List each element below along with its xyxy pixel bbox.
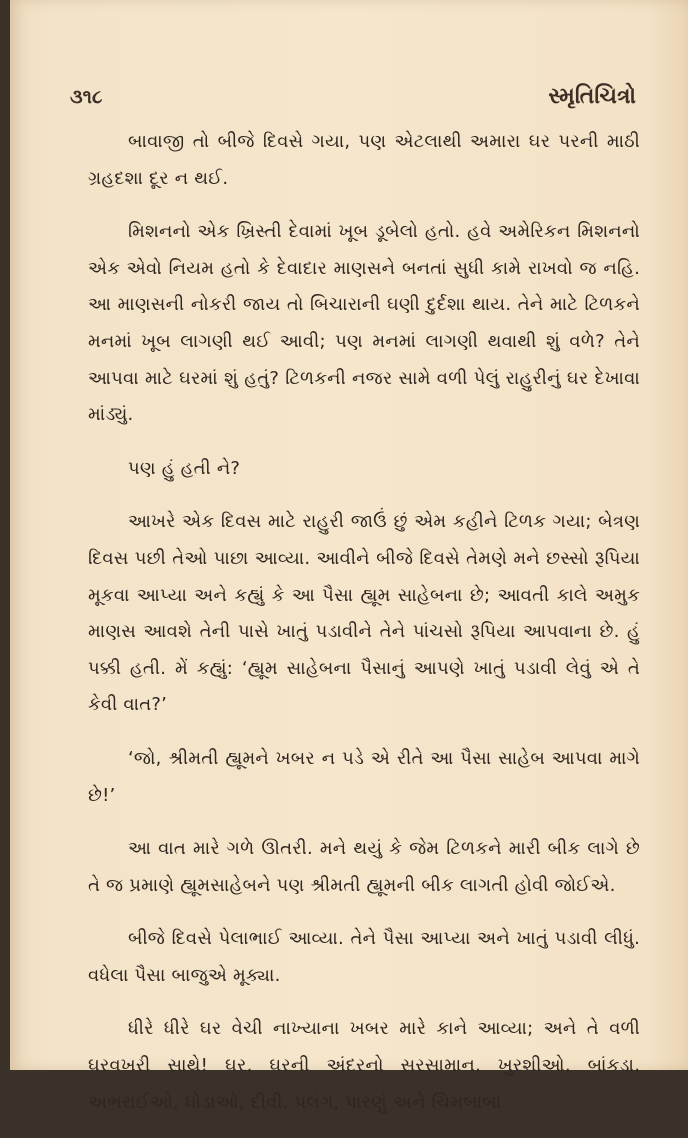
page-number: ૩૧૮ <box>70 86 103 108</box>
paragraph: ‘જો, શ્રીમતી હ્યૂમને ખબર ન પડે એ રીતે આ પૈસા સાહેબ આપવા માગે છે!’ <box>88 747 640 806</box>
paragraph: ધીરે ધીરે ઘર વેચી નાખ્યાના ખબર મારે કાને આવ્યા; અને તે વળી ઘરવખરી સાથે! ઘર, ઘરની અંદરનો સરસામાન, ખુરશીઓ, બાંકડા, અભરાઈઓ, ઘોડાઓ, દીવી, પલંગ, પારણું અને ચિમબાબા <box>88 1018 640 1113</box>
paragraph: બીજે દિવસે પેલાભાઈ આવ્યા. તેને પૈસા આપ્યા અને ખાતું પડાવી લીધું. વધેલા પૈસા બાજુએ મૂક્યા. <box>88 928 640 986</box>
running-head-title: સ્મૃતિચિત્રો <box>548 84 636 109</box>
paragraph: બાવાજી તો બીજે દિવસે ગયા, પણ એટલાથી અમારા ઘર પરની માઠી ગ્રહદશા દૂર ન થઈ. <box>88 131 640 189</box>
paragraph: આખરે એક દિવસ માટે રાહુરી જાઉં છું એમ કહીને ટિળક ગયા; બેત્રણ દિવસ પછી તેઓ પાછા આવ્યા. આવીને બીજે દિવસે તેમણે મને છસ્સો રૂપિયા મૂકવા આપ્યા અને કહ્યું કે આ પૈસા હ્યૂમ સાહેબના છે; આવતી કાલે અમુક માણસ આવશે તેની પાસે ખાતું પડાવીને તેને પાંચસો રૂપિયા આપવાના છે. હું પક્કી હતી. મેં કહ્યું: ‘હ્યૂમ સાહેબના પૈસાનું આપણે ખાતું પડાવી લેવું એ તે કેવી વાત?’ <box>88 511 640 716</box>
paragraph: પણ હું હતી ને? <box>128 457 241 479</box>
paragraph: આ વાત મારે ગળે ઊતરી. મને થયું કે જેમ ટિળકને મારી બીક લાગે છે તે જ પ્રમાણે હ્યૂમસાહેબને પણ શ્રીમતી હ્યૂમની બીક લાગતી હોવી જોઈએ. <box>88 838 640 896</box>
book-page <box>10 0 688 1113</box>
paragraph: મિશનનો એક ખ્રિસ્તી દેવામાં ખૂબ ડૂબેલો હતો. હવે અમેરિકન મિશનનો એક એવો નિયમ હતો કે દેવાદાર માણસને બનતાં સુધી કામે રાખવો જ નહિ. આ માણસની નોકરી જાય તો બિચારાની ઘણી દુર્દશા થાય. તેને માટે ટિળકને મનમાં ખૂબ લાગણી થઈ આવી; પણ મનમાં લાગણી થવાથી શું વળે? તેને આપવા માટે ઘરમાં શું હતું? ટિળકની નજર સામે વળી પેલું રાહુરીનું ઘર દેખાવા માંડ્યું. <box>88 221 640 426</box>
body-text <box>88 124 640 1138</box>
